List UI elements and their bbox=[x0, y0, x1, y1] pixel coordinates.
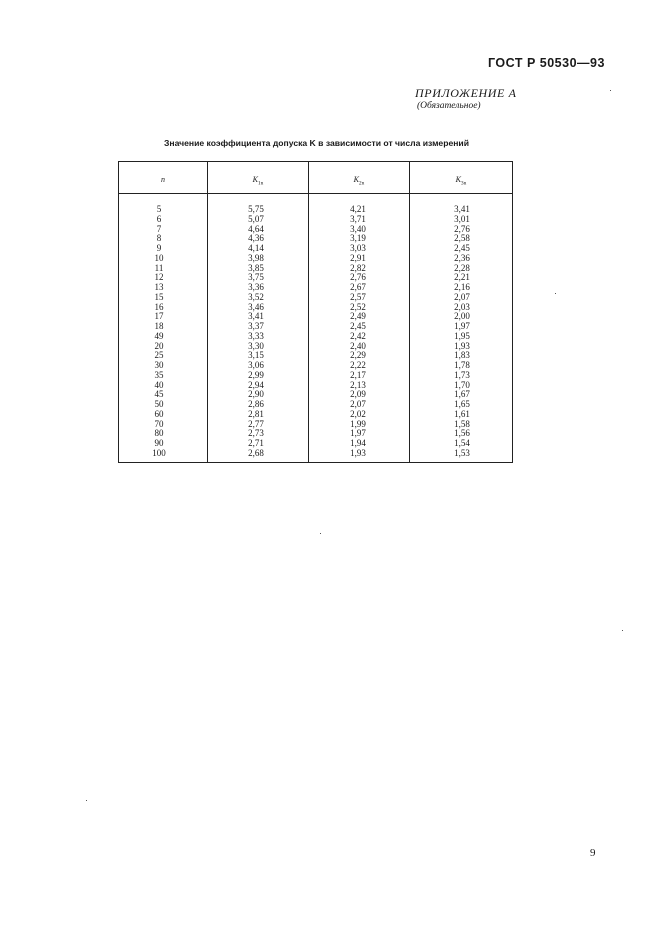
table-cell-k1n: 3,85 bbox=[248, 262, 264, 273]
table-cell-k1n: 3,52 bbox=[248, 291, 264, 302]
scan-speck bbox=[86, 800, 87, 801]
table-cell-k2n: 2,42 bbox=[350, 330, 366, 341]
table-cell-k2n: 2,07 bbox=[350, 399, 366, 409]
table-cell-n: 40 bbox=[154, 379, 164, 390]
table-cell-k3n: 1,54 bbox=[454, 438, 470, 448]
table-cell-k3n: 1,83 bbox=[454, 350, 470, 361]
column-header-k2n bbox=[309, 175, 409, 187]
column-k3n-values bbox=[437, 205, 487, 459]
column-n-values bbox=[139, 205, 179, 459]
column-header-k1n-main: K bbox=[252, 175, 258, 184]
table-cell-n: 100 bbox=[152, 447, 166, 458]
table-cell-n: 30 bbox=[154, 360, 164, 370]
column-header-k3n-sub: 3n bbox=[460, 180, 467, 187]
table-cell-k2n: 2,22 bbox=[350, 360, 366, 370]
table-cell-n: 50 bbox=[154, 399, 164, 409]
table-cell-k2n: 1,97 bbox=[350, 428, 366, 439]
header-divider bbox=[119, 193, 512, 194]
table-cell-k1n: 3,98 bbox=[248, 252, 264, 263]
table-cell-k2n: 3,03 bbox=[350, 243, 366, 253]
table-cell-k2n: 2,67 bbox=[350, 282, 366, 292]
column-header-k1n bbox=[208, 175, 308, 187]
column-header-k3n-main: K bbox=[455, 175, 461, 184]
column-divider bbox=[207, 162, 208, 462]
table-cell-k3n: 1,61 bbox=[454, 408, 470, 419]
table-cell-k2n: 2,52 bbox=[350, 301, 366, 312]
table-cell-k1n: 5,07 bbox=[248, 213, 264, 224]
table-cell-k1n: 2,77 bbox=[248, 418, 264, 429]
table-cell-k1n: 3,15 bbox=[248, 350, 264, 361]
table-cell-k3n: 2,03 bbox=[454, 301, 470, 312]
table-cell-n: 70 bbox=[154, 418, 164, 429]
table-cell-k3n: 1,65 bbox=[454, 399, 470, 409]
column-header-k3n bbox=[410, 175, 512, 187]
table-cell-k2n: 1,94 bbox=[350, 438, 366, 448]
table-cell-k3n: 2,16 bbox=[454, 282, 470, 292]
table-cell-n: 25 bbox=[154, 350, 164, 361]
table-cell-k3n: 1,97 bbox=[454, 321, 470, 331]
table-cell-k3n: 2,45 bbox=[454, 243, 470, 253]
table-cell-k2n: 2,76 bbox=[350, 272, 366, 283]
scan-speck bbox=[555, 293, 556, 294]
table-cell-k3n: 2,28 bbox=[454, 262, 470, 273]
table-cell-n: 20 bbox=[154, 340, 164, 351]
column-divider bbox=[409, 162, 410, 462]
table-cell-k2n: 2,91 bbox=[350, 252, 366, 263]
table-cell-k2n: 2,40 bbox=[350, 340, 366, 351]
table-cell-n: 35 bbox=[154, 369, 164, 380]
table-cell-n: 80 bbox=[154, 428, 164, 439]
table-cell-k1n: 3,06 bbox=[248, 360, 264, 370]
table-cell-k1n: 4,64 bbox=[248, 223, 264, 234]
column-header-n-label: n bbox=[161, 175, 165, 184]
table-cell-k3n: 1,53 bbox=[454, 447, 470, 458]
table-cell-k2n: 4,21 bbox=[350, 204, 366, 214]
scan-speck bbox=[622, 630, 623, 631]
table-cell-k3n: 2,21 bbox=[454, 272, 470, 283]
table-cell-n: 5 bbox=[156, 204, 162, 214]
table-cell-k3n: 1,58 bbox=[454, 418, 470, 429]
standard-code: ГОСТ Р 50530—93 bbox=[488, 56, 605, 70]
table-cell-k1n: 2,68 bbox=[248, 447, 264, 458]
table-cell-k2n: 2,57 bbox=[350, 291, 366, 302]
scan-speck bbox=[320, 533, 321, 534]
table-cell-n: 15 bbox=[154, 291, 164, 302]
tolerance-coefficient-table bbox=[118, 161, 513, 463]
table-cell-k1n: 3,37 bbox=[248, 321, 264, 331]
column-divider bbox=[308, 162, 309, 462]
column-header-k1n-sub: 1n bbox=[257, 180, 264, 187]
table-cell-n: 6 bbox=[156, 213, 162, 224]
table-cell-k2n: 2,49 bbox=[350, 311, 366, 322]
table-cell-n: 60 bbox=[154, 408, 164, 419]
column-header-k2n-sub: 2n bbox=[358, 180, 365, 187]
table-cell-k2n: 1,93 bbox=[350, 447, 366, 458]
table-cell-k3n: 2,76 bbox=[454, 223, 470, 234]
table-cell-k1n: 2,86 bbox=[248, 399, 264, 409]
table-cell-n: 7 bbox=[156, 223, 162, 234]
table-cell-n: 9 bbox=[156, 243, 162, 253]
table-cell-k2n: 2,17 bbox=[350, 369, 366, 380]
table-cell-k3n: 3,01 bbox=[454, 213, 470, 224]
column-header-k2n-main: K bbox=[353, 175, 359, 184]
table-cell-n: 90 bbox=[154, 438, 164, 448]
table-cell-n: 12 bbox=[154, 272, 164, 283]
table-cell-k3n: 1,78 bbox=[454, 360, 470, 370]
table-cell-k1n: 2,81 bbox=[248, 408, 264, 419]
table-cell-k2n: 3,71 bbox=[350, 213, 366, 224]
table-cell-k3n: 2,36 bbox=[454, 252, 470, 263]
column-k1n-values bbox=[231, 205, 281, 459]
table-cell-k3n: 1,73 bbox=[454, 369, 470, 380]
table-caption: Значение коэффициента допуска K в зависимости от числа измерений bbox=[164, 138, 470, 148]
scan-speck bbox=[610, 90, 611, 91]
table-cell-k2n: 2,13 bbox=[350, 379, 366, 390]
table-cell-k1n: 2,71 bbox=[248, 438, 264, 448]
table-cell-k1n: 2,73 bbox=[248, 428, 264, 439]
table-cell-n: 11 bbox=[154, 262, 164, 273]
table-cell-k3n: 2,58 bbox=[454, 233, 470, 244]
table-cell-k1n: 2,99 bbox=[248, 369, 264, 380]
table-cell-k3n: 1,93 bbox=[454, 340, 470, 351]
table-cell-k1n: 2,94 bbox=[248, 379, 264, 390]
table-cell-k1n: 5,75 bbox=[248, 204, 264, 214]
table-cell-n: 8 bbox=[156, 233, 162, 244]
table-cell-k3n: 2,00 bbox=[454, 311, 470, 322]
table-cell-k3n: 1,67 bbox=[454, 389, 470, 400]
table-cell-k3n: 2,07 bbox=[454, 291, 470, 302]
table-cell-k2n: 2,45 bbox=[350, 321, 366, 331]
table-cell-k3n: 1,95 bbox=[454, 330, 470, 341]
table-cell-n: 10 bbox=[154, 252, 164, 263]
table-cell-n: 45 bbox=[154, 389, 164, 400]
table-cell-k2n: 3,40 bbox=[350, 223, 366, 234]
table-cell-k1n: 4,14 bbox=[248, 243, 264, 253]
table-cell-k3n: 1,56 bbox=[454, 428, 470, 439]
table-cell-k3n: 1,70 bbox=[454, 379, 470, 390]
table-cell-k2n: 1,99 bbox=[350, 418, 366, 429]
column-k2n-values bbox=[333, 205, 383, 459]
table-cell-k1n: 4,36 bbox=[248, 233, 264, 244]
appendix-title: ПРИЛОЖЕНИЕ А bbox=[415, 86, 517, 100]
table-cell-n: 17 bbox=[154, 311, 164, 322]
table-cell-k2n: 2,82 bbox=[350, 262, 366, 273]
table-cell-k1n: 2,90 bbox=[248, 389, 264, 400]
table-cell-k1n: 3,75 bbox=[248, 272, 264, 283]
table-cell-k3n: 3,41 bbox=[454, 204, 470, 214]
table-cell-n: 16 bbox=[154, 301, 164, 312]
table-cell-n: 18 bbox=[154, 321, 164, 331]
table-cell-n: 13 bbox=[154, 282, 164, 292]
page-number: 9 bbox=[590, 847, 596, 859]
table-cell-k2n: 2,09 bbox=[350, 389, 366, 400]
table-cell-n: 49 bbox=[154, 330, 164, 341]
table-cell-k2n: 2,29 bbox=[350, 350, 366, 361]
table-cell-k1n: 3,36 bbox=[248, 282, 264, 292]
table-cell-k1n: 3,33 bbox=[248, 330, 264, 341]
table-cell-k2n: 3,19 bbox=[350, 233, 366, 244]
column-header-n bbox=[119, 175, 207, 184]
table-cell-k2n: 2,02 bbox=[350, 408, 366, 419]
appendix-status: (Обязательное) bbox=[417, 101, 481, 111]
table-cell-k1n: 3,46 bbox=[248, 301, 264, 312]
table-cell-k1n: 3,30 bbox=[248, 340, 264, 351]
table-cell-k1n: 3,41 bbox=[248, 311, 264, 322]
